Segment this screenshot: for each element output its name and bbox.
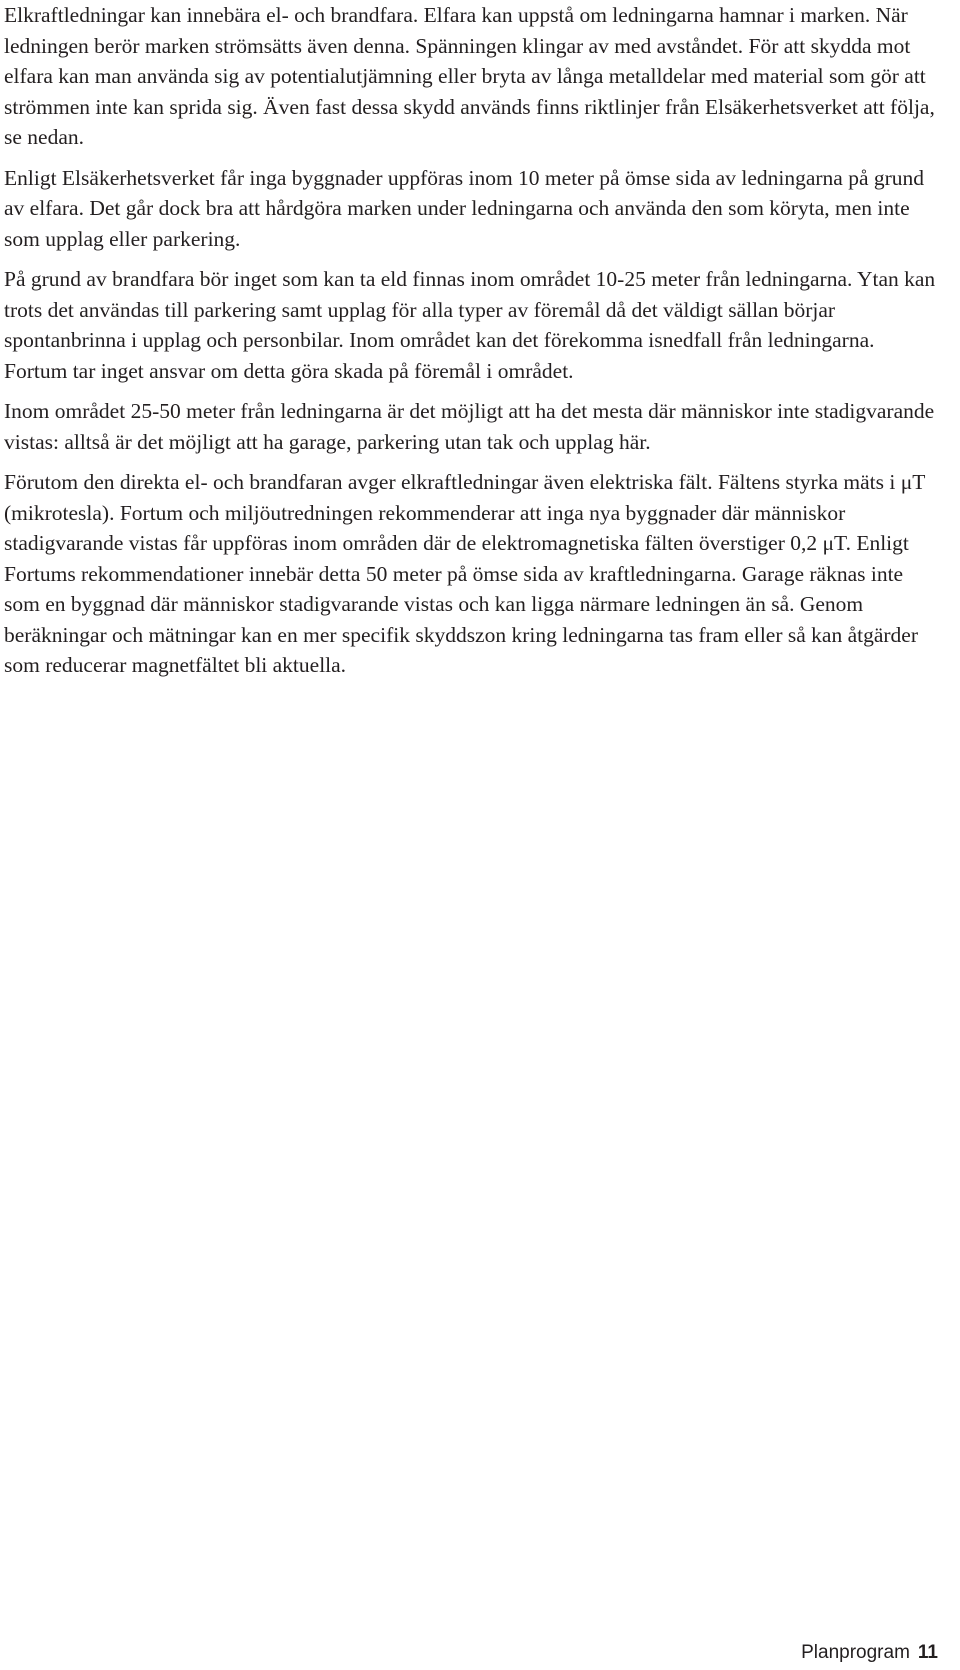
page-footer [801,1642,938,1664]
footer-section-title: Planprogram [801,1642,910,1663]
paragraph-electrical-fire-hazard: Elkraftledningar kan innebära el- och brandfara. Elfara kan uppstå om ledningarna hamnar i marken. När ledningen berör marken strömsätts även denna. Spänningen klingar av med avståndet. För att skydda mot elfara kan man använda sig av potentialutjämning eller bryta av långa metalldelar med material som gör att strömmen inte kan sprida sig. Även fast dessa skydd används finns riktlinjer från Elsäkerhetsverket att följa, se nedan. [4,3,935,149]
paragraph-fire-zone: På grund av brandfara bör inget som kan ta eld finnas inom området 10-25 meter från ledningarna. Ytan kan trots det användas till parkering samt upplag för alla typer av föremål då det väldigt sällan börjar spontanbrinna i upplag och personbilar. Inom området kan det förekomma isnedfall från ledningarna. Fortum tar inget ansvar om detta göra skada på föremål i området. [4,267,936,383]
page-body [4,0,939,691]
paragraph-ten-meter-rule: Enligt Elsäkerhetsverket får inga byggnader uppföras inom 10 meter på ömse sida av ledningarna på grund av elfara. Det går dock bra att hårdgöra marken under ledningarna och använda den som köryta, men inte som upplag eller parkering. [4,165,925,251]
paragraph-magnetic-fields: Förutom den direkta el- och brandfaran avger elkraftledningar även elektriska fält. Fältens styrka mäts i μT (mikrotesla). Fortum och miljöutredningen rekommenderar att inga nya byggnader där människor stadigvarande vistas får uppföras inom områden där de elektromagnetiska fälten överstiger 0,2 μT. Enligt Fortums rekommendationer innebär detta 50 meter på ömse sida av kraftledningarna. Garage räknas inte som en byggnad där människor stadigvarande vistas och kan ligga närmare ledningen än så. Genom beräkningar och mätningar kan en mer specifik skyddszon kring ledningarna tas fram eller så kan åtgärder som reducerar magnetfältet bli aktuella. [4,470,925,677]
paragraph-25-50-meter-zone: Inom området 25-50 meter från ledningarna är det möjligt att ha det mesta där människor inte stadigvarande vistas: alltså är det möjligt att ha garage, parkering utan tak och upplag här. [4,399,935,454]
page-number: 11 [917,1642,938,1663]
